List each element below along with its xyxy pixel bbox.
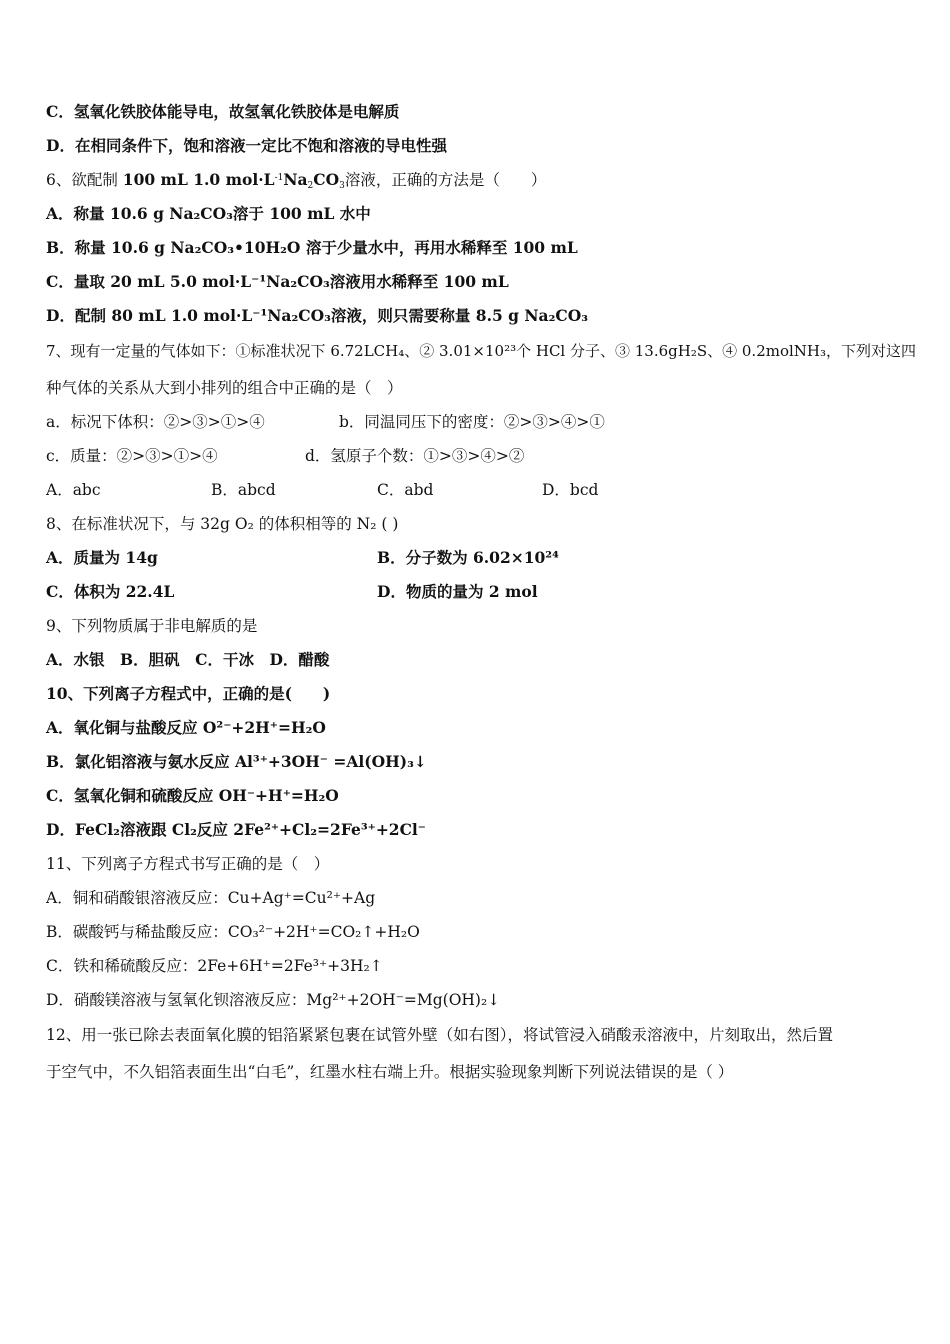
q12-stem-line1: 12、用一张已除去表面氧化膜的铝箔紧紧包裹在试管外壁（如右图），将试管浸入硝酸汞溶液中，片刻取出，然后置 [46,1026,833,1044]
q11-option-d: D．硝酸镁溶液与氢氧化钡溶液反应：Mg²⁺+2OH⁻=Mg(OH)₂↓ [46,991,501,1009]
q7-option-d: D．bcd [542,481,599,499]
q7-option-c: C．abd [377,481,434,499]
q12-stem-line2: 于空气中，不久铝箔表面生出“白毛”，红墨水柱右端上升。根据实验现象判断下列说法错误的是（ ） [46,1063,734,1081]
q11-option-a: A．铜和硝酸银溶液反应：Cu+Ag⁺=Cu²⁺+Ag [46,889,376,907]
q7-option-b: B．abcd [211,481,276,499]
q5-option-d: D．在相同条件下，饱和溶液一定比不饱和溶液的导电性强 [46,136,447,155]
q11-option-c: C．铁和稀硫酸反应：2Fe+6H⁺=2Fe³⁺+3H₂↑ [46,957,383,975]
q10-option-c: C．氢氧化铜和硫酸反应 OH⁻+H⁺=H₂O [46,786,339,805]
q6-stem: 6、欲配制 100 mL 1.0 $mol\cdot L^{-1}Na_2CO_3$溶液，正确的方法是（ ） [46,170,547,191]
q8-option-b: B．分子数为 6.02×10²⁴ [377,548,559,567]
q8-option-d: D．物质的量为 2 mol [377,582,538,601]
q10-stem: 10、下列离子方程式中，正确的是( ) [46,684,331,703]
q6-option-c: C．量取 20 mL 5.0 mol·L⁻¹Na₂CO₃溶液用水稀释至 100 mL [46,272,509,291]
q7-option-a: A．abc [46,481,101,499]
q7-statement-c: c．质量：②>③>①>④ [46,447,218,465]
q11-stem: 11、下列离子方程式书写正确的是（ ） [46,855,330,873]
q10-option-a: A．氧化铜与盐酸反应 O²⁻+2H⁺=H₂O [46,718,326,737]
q7-stem-line1: 7、现有一定量的气体如下：①标准状况下 6.72LCH₄、② 3.01×10²³个 HCl 分子、③ 13.6gH₂S、④ 0.2molNH₃，下列对这四 [46,342,917,360]
q8-option-c: C．体积为 22.4L [46,582,175,601]
q7-statement-b: b．同温同压下的密度：②>③>④>① [339,413,605,431]
q6-option-b: B．称量 10.6 g Na₂CO₃•10H₂O 溶于少量水中，再用水稀释至 100 mL [46,238,578,257]
q11-option-b: B．碳酸钙与稀盐酸反应：CO₃²⁻+2H⁺=CO₂↑+H₂O [46,923,420,941]
q6-option-a: A．称量 10.6 g Na₂CO₃溶于 100 mL 水中 [46,204,371,223]
q5-option-c: C．氢氧化铁胶体能导电，故氢氧化铁胶体是电解质 [46,102,400,121]
q8-stem: 8、在标准状况下，与 32g O₂ 的体积相等的 N₂ ( ) [46,515,399,533]
q8-option-a: A．质量为 14g [46,548,158,567]
q7-stem-line2: 种气体的关系从大到小排列的组合中正确的是（ ） [46,379,403,397]
q7-statement-a: a．标况下体积：②>③>①>④ [46,413,265,431]
q10-option-d: D．FeCl₂溶液跟 Cl₂反应 2Fe²⁺+Cl₂=2Fe³⁺+2Cl⁻ [46,820,426,839]
q9-stem: 9、下列物质属于非电解质的是 [46,617,258,635]
q7-statement-d: d．氢原子个数：①>③>④>② [305,447,525,465]
q9-options: A．水银 B．胆矾 C．干冰 D．醋酸 [46,650,330,669]
q6-option-d: D．配制 80 mL 1.0 mol·L⁻¹Na₂CO₃溶液，则只需要称量 8.5 g Na₂CO₃ [46,306,589,325]
q10-option-b: B．氯化铝溶液与氨水反应 Al³⁺+3OH⁻ =Al(OH)₃↓ [46,752,427,771]
